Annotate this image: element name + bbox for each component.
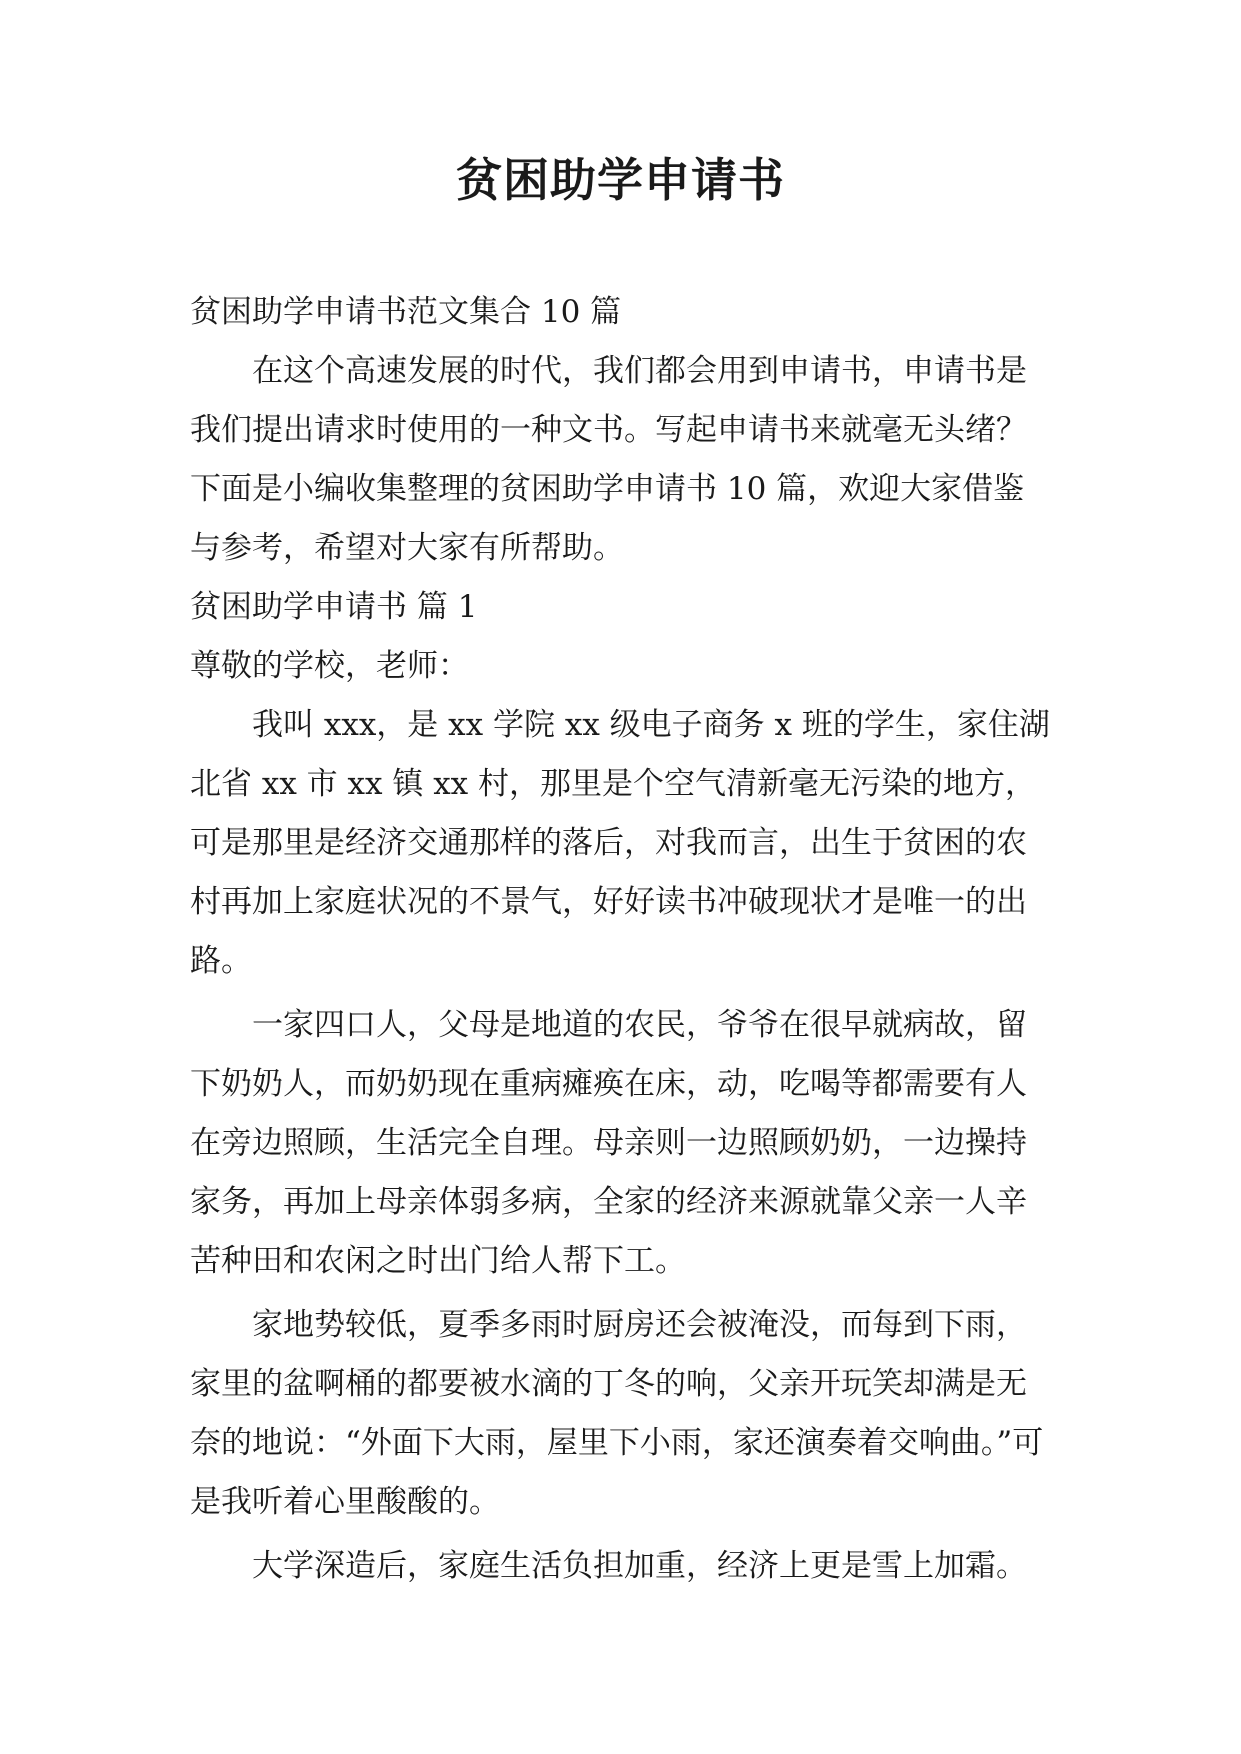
document-body	[190, 283, 1052, 1596]
body-paragraph-1: 我叫 xxx，是 xx 学院 xx 级电子商务 x 班的学生，家住湖北省 xx 市 xx 镇 xx 村，那里是个空气清新毫无污染的地方，可是那里是经济交通那样的落后，对我而言，出生于贫困的农村再加上家庭状况的不景气，好好读书冲破现状才是唯一的出路。	[190, 707, 1050, 979]
salutation: 尊敬的学校，老师：	[190, 648, 469, 684]
body-paragraph-3: 家地势较低，夏季多雨时厨房还会被淹没，而每到下雨，家里的盆啊桶的都要被水滴的丁冬的响，父亲开玩笑却满是无奈的地说：“外面下大雨，屋里下小雨，家还演奏着交响曲。”可是我听着心里酸酸的。	[190, 1307, 1044, 1520]
intro-paragraph: 在这个高速发展的时代，我们都会用到申请书，申请书是我们提出请求时使用的一种文书。写起申请书来就毫无头绪？下面是小编收集整理的贫困助学申请书 10 篇，欢迎大家借鉴与参考，希望对大家有所帮助。	[190, 353, 1027, 566]
body-paragraph-4: 大学深造后，家庭生活负担加重，经济上更是雪上加霜。	[252, 1548, 1027, 1584]
body-paragraph-2: 一家四口人，父母是地道的农民，爷爷在很早就病故，留下奶奶人，而奶奶现在重病瘫痪在床，动，吃喝等都需要有人在旁边照顾，生活完全自理。母亲则一边照顾奶奶，一边操持家务，再加上母亲体弱多病，全家的经济来源就靠父亲一人辛苦种田和农闲之时出门给人帮下工。	[190, 1007, 1027, 1279]
section-heading: 贫困助学申请书 篇 1	[190, 589, 478, 625]
document-title: 贫困助学申请书	[456, 153, 785, 207]
subtitle: 贫困助学申请书范文集合 10 篇	[190, 294, 622, 330]
